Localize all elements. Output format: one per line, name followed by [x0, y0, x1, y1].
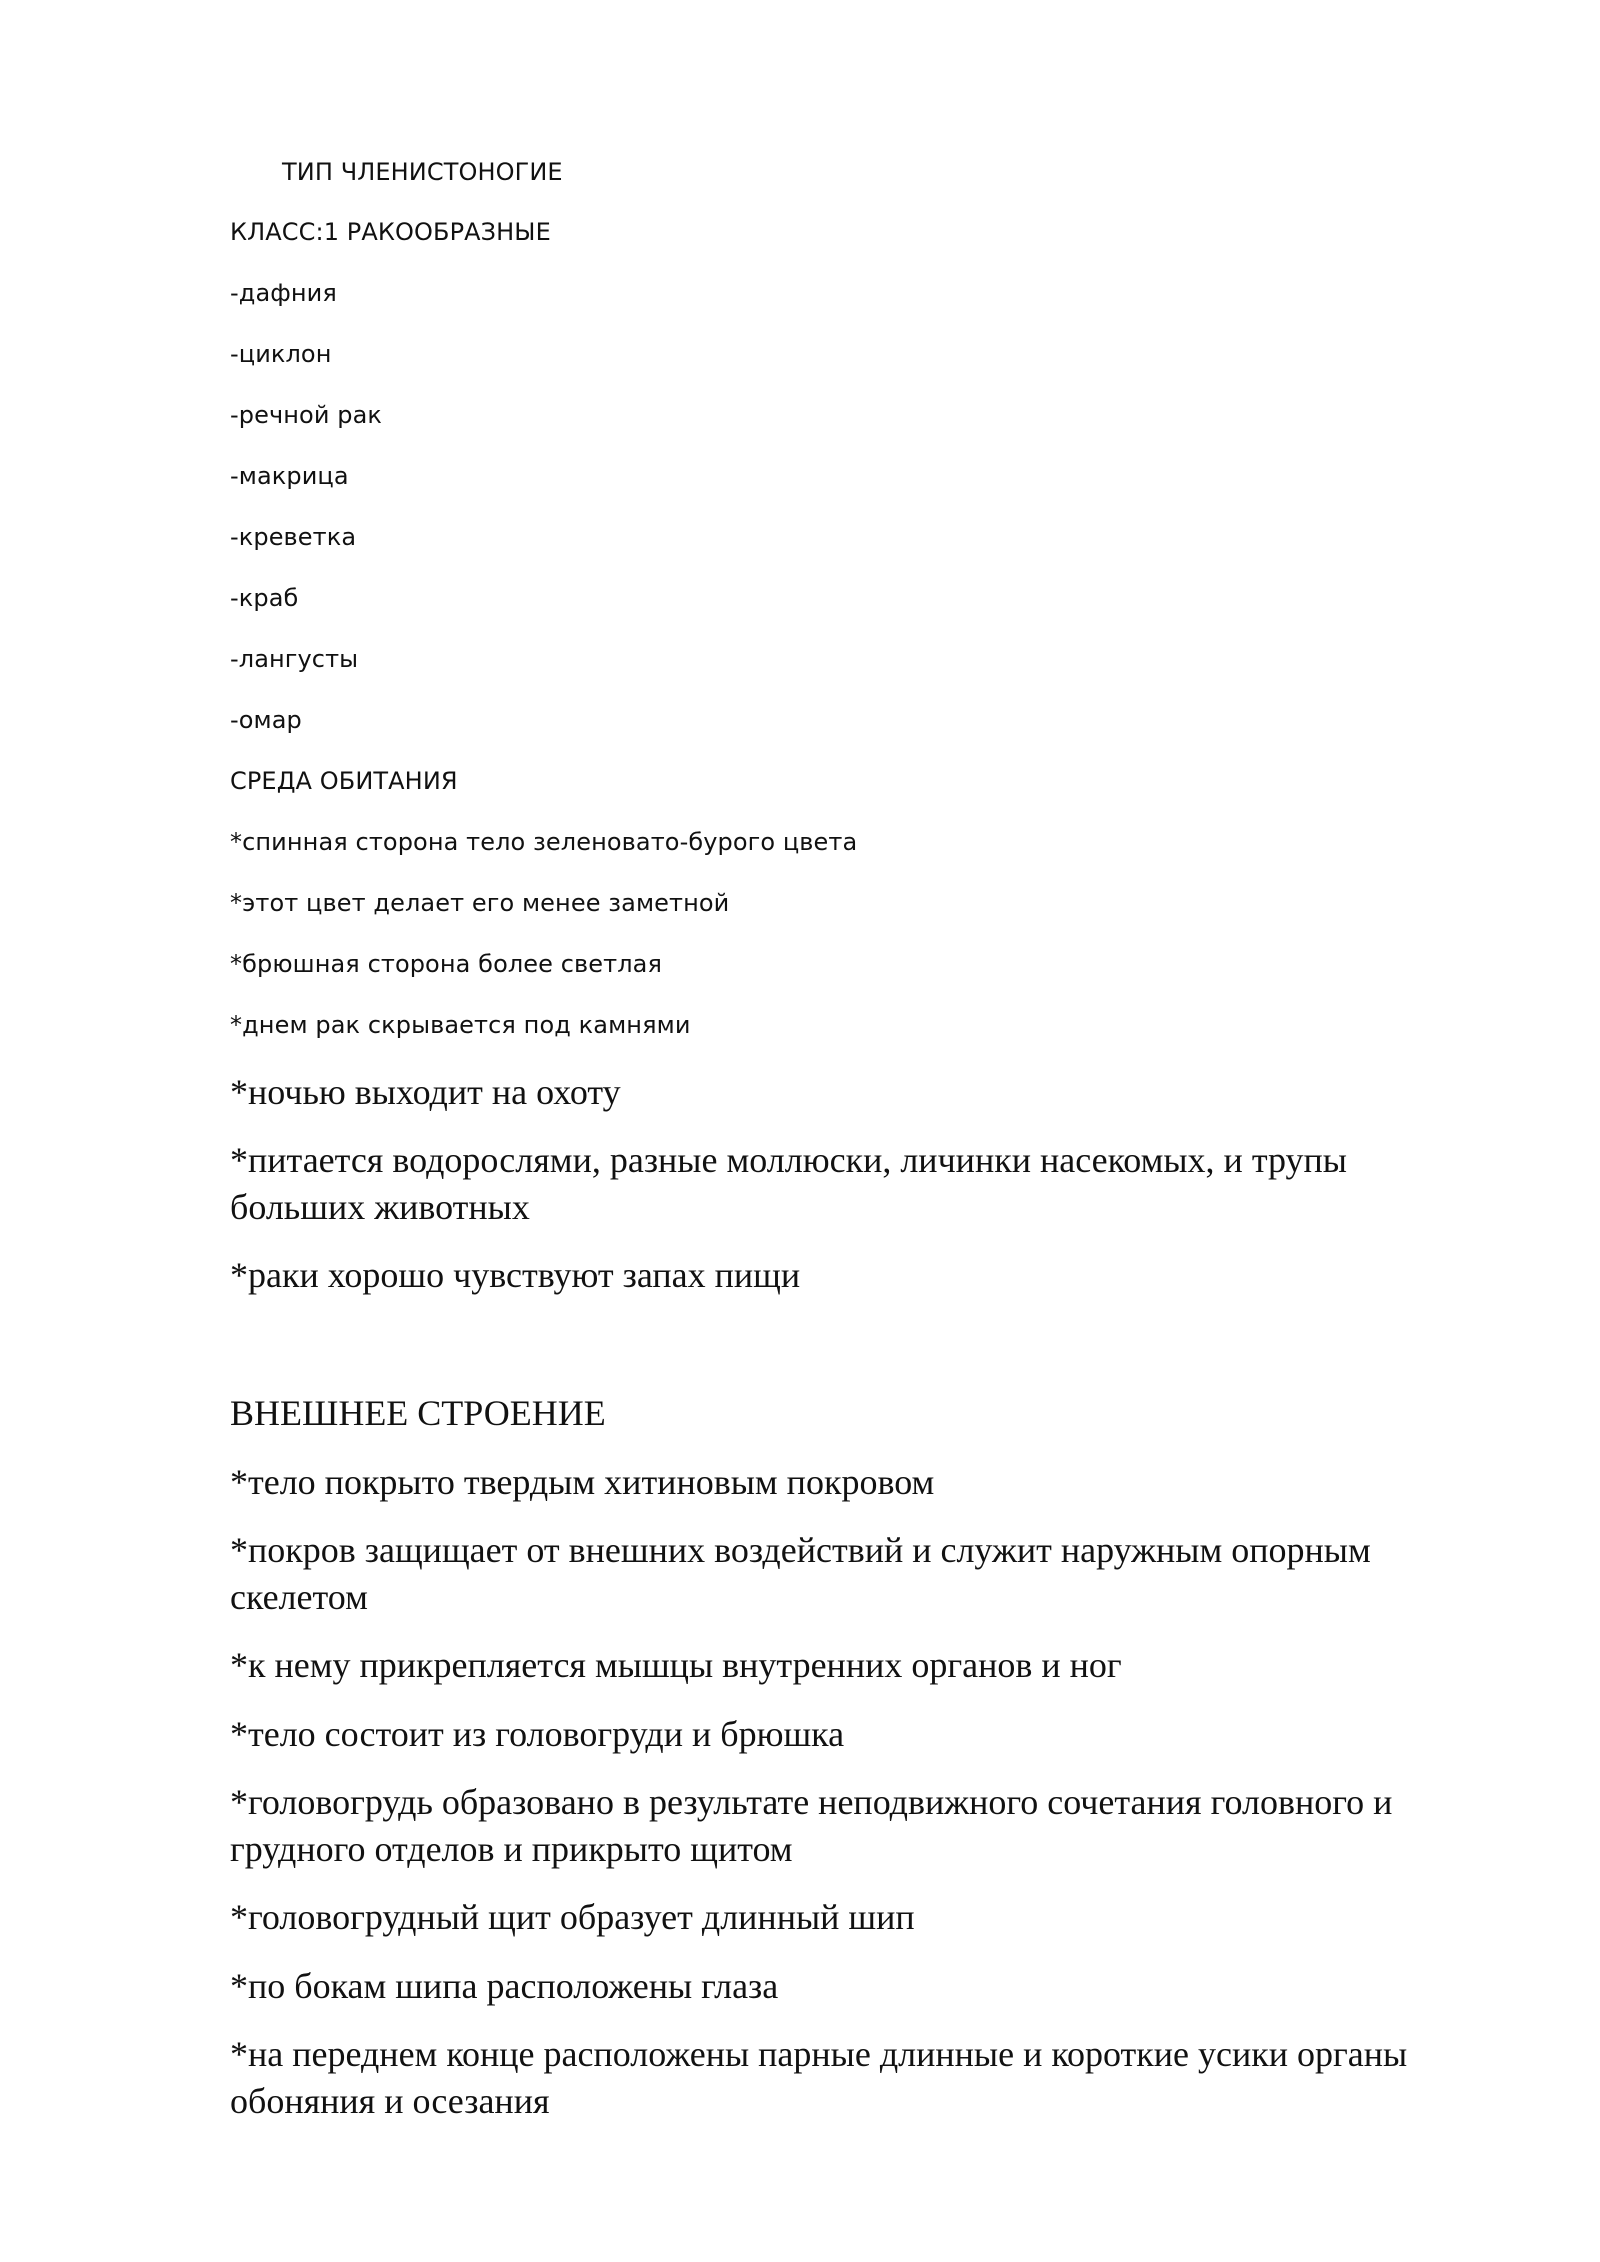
- habitat-line: *ночью выходит на охоту: [230, 1072, 621, 1112]
- structure-line: *тело покрыто твердым хитиновым покровом: [230, 1462, 935, 1502]
- structure-line-continued: грудного отделов и прикрыто щитом: [230, 1829, 793, 1869]
- example-item: -лангусты: [230, 645, 359, 673]
- structure-line: *к нему прикрепляется мышцы внутренних органов и ног: [230, 1645, 1122, 1685]
- structure-line: *головогрудный щит образует длинный шип: [230, 1897, 915, 1937]
- structure-line: *по бокам шипа расположены глаза: [230, 1966, 779, 2006]
- structure-line: *на переднем конце расположены парные длинные и короткие усики органы: [230, 2034, 1408, 2074]
- example-item: -циклон: [230, 340, 332, 368]
- habitat-line: *днем рак скрывается под камнями: [230, 1011, 691, 1039]
- example-item: -дафния: [230, 279, 337, 307]
- habitat-line: *спинная сторона тело зеленовато-бурого цвета: [230, 828, 858, 856]
- habitat-line: *питается водорослями, разные моллюски, личинки насекомых, и трупы: [230, 1140, 1347, 1180]
- habitat-heading: СРЕДА ОБИТАНИЯ: [230, 767, 458, 795]
- structure-heading: ВНЕШНЕЕ СТРОЕНИЕ: [230, 1393, 606, 1433]
- structure-line-continued: скелетом: [230, 1577, 368, 1617]
- habitat-line: *раки хорошо чувствуют запах пищи: [230, 1255, 801, 1295]
- example-item: -креветка: [230, 523, 357, 551]
- habitat-line: *этот цвет делает его менее заметной: [230, 889, 730, 917]
- document-title: ТИП ЧЛЕНИСТОНОГИЕ: [282, 158, 563, 186]
- structure-line: *тело состоит из головогруди и брюшка: [230, 1714, 845, 1754]
- example-item: -краб: [230, 584, 299, 612]
- structure-line: *головогрудь образовано в результате неподвижного сочетания головного и: [230, 1782, 1393, 1822]
- structure-line: *покров защищает от внешних воздействий и служит наружным опорным: [230, 1530, 1371, 1570]
- example-item: -омар: [230, 706, 302, 734]
- class-heading: КЛАСС:1 РАКООБРАЗНЫЕ: [230, 218, 551, 246]
- habitat-line-continued: больших животных: [230, 1187, 530, 1227]
- habitat-line: *брюшная сторона более светлая: [230, 950, 663, 978]
- example-item: -речной рак: [230, 401, 382, 429]
- example-item: -макрица: [230, 462, 349, 490]
- structure-line-continued: обоняния и осезания: [230, 2081, 550, 2121]
